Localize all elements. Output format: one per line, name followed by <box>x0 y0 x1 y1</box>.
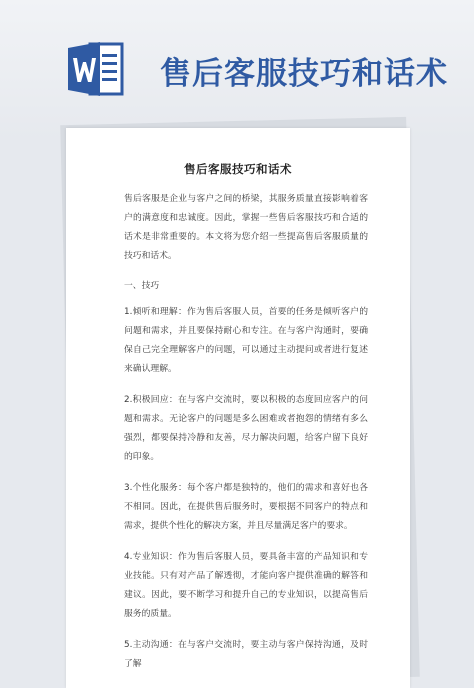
intro-paragraph: 售后客服是企业与客户之间的桥梁，其服务质量直接影响着客户的满意度和忠诚度。因此，掌握一些售后客服技巧和合适的话术是非常重要的。本文将为您介绍一些提高售后客服质量的技巧和话术。 <box>124 194 368 261</box>
tip-paragraph-2: 2.积极回应：在与客户交流时，要以积极的态度回应客户的问题和需求。无论客户的问题是多么困难或者抱怨的情绪有多么强烈，都要保持冷静和友善，尽力解决问题，给客户留下良好的印象。 <box>124 395 368 462</box>
banner-title: 售后客服技巧和话术 <box>160 56 448 92</box>
word-document-icon <box>66 38 126 100</box>
tip-paragraph-4: 4.专业知识：作为售后客服人员，要具备丰富的产品知识和专业技能。只有对产品了解透彻，才能向客户提供准确的解答和建议。因此，要不断学习和提升自己的专业知识，以提高售后服务的质量。 <box>124 552 368 619</box>
tip-paragraph-3: 3.个性化服务：每个客户都是独特的，他们的需求和喜好也各不相同。因此，在提供售后服务时，要根据不同客户的特点和需求，提供个性化的解决方案，并且尽量满足客户的要求。 <box>124 483 368 531</box>
document-page <box>66 128 410 688</box>
section-heading: 一、技巧 <box>124 281 160 291</box>
tip-paragraph-1: 1.倾听和理解：作为售后客服人员，首要的任务是倾听客户的问题和需求，并且要保持耐心和专注。在与客户沟通时，要确保自己完全理解客户的问题，可以通过主动提问或者进行复述来确认理解。 <box>124 307 368 374</box>
document-title: 售后客服技巧和话术 <box>184 162 292 176</box>
tip-paragraph-5: 5.主动沟通：在与客户交流时，要主动与客户保持沟通，及时了解 <box>124 640 368 669</box>
